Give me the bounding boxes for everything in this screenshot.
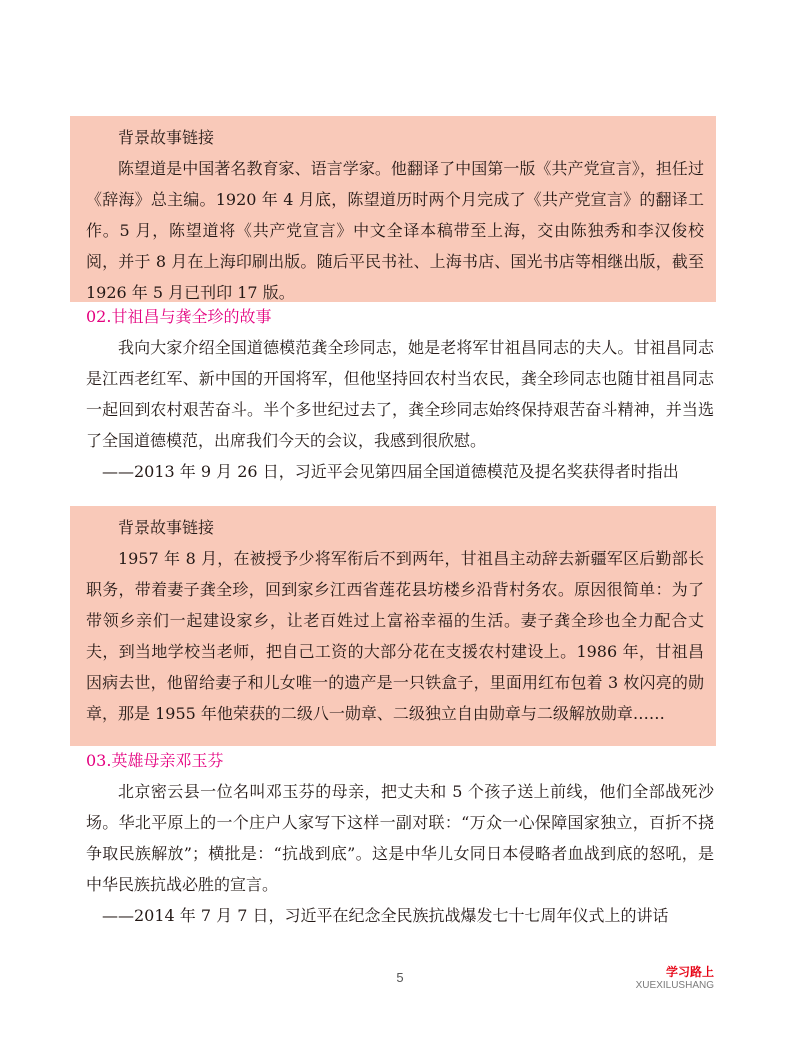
box-title: 背景故事链接 [118, 518, 215, 537]
section-heading: 03.英雄母亲邓玉芬 [86, 751, 224, 770]
section-paragraph: 北京密云县一位名叫邓玉芬的母亲，把丈夫和 5 个孩子送上前线，他们全部战死沙场。华北平原上的一个庄户人家写下这样一副对联：“万众一心保障国家独立，百折不挠争取民族解放”；横批是：“抗战到底”。这是中华儿女同日本侵略者血战到底的怒吼，是中华民族抗战必胜的宣言。 [86, 782, 714, 894]
section-heading: 02.甘祖昌与龚全珍的故事 [86, 307, 272, 326]
section-03 [86, 746, 714, 931]
brand-name-en: XUEXILUSHANG [635, 980, 714, 991]
page-number: 5 [396, 970, 404, 985]
brand-logo [636, 965, 714, 992]
box-paragraph: 1957 年 8 月，在被授予少将军衔后不到两年，甘祖昌主动辞去新疆军区后勤部长职务，带着妻子龚全珍，回到家乡江西省莲花县坊楼乡沿背村务农。原因很简单：为了带领乡亲们一起建设家乡，让老百姓过上富裕幸福的生活。妻子龚全珍也全力配合丈夫，到当地学校当老师，把自己工资的大部分花在支援农村建设上。1986 年，甘祖昌因病去世，他留给妻子和儿女唯一的遗产是一只铁盒子，里面用红布包着 3 枚闪亮的勋章，那是 1955 年他荣获的二级八一勋章、二级独立自由勋章与二级解放勋章…… [86, 549, 704, 723]
background-story-box-1 [70, 116, 716, 302]
box-paragraph: 陈望道是中国著名教育家、语言学家。他翻译了中国第一版《共产党宣言》，担任过《辞海》总主编。1920 年 4 月底，陈望道历时两个月完成了《共产党宣言》的翻译工作。5 月，陈望道将《共产党宣言》中文全译本稿带至上海，交由陈独秀和李汉俊校阅，并于 8 月在上海印刷出版。随后平民书社、上海书店、国光书店等相继出版，截至 1926 年 5 月已刊印 17 版。 [86, 159, 704, 302]
box-title: 背景故事链接 [118, 128, 215, 147]
section-02 [86, 302, 714, 487]
source-citation: ——2013 年 9 月 26 日，习近平会见第四届全国道德模范及提名奖获得者时指出 [102, 462, 679, 481]
brand-name-cn: 学习路上 [665, 965, 714, 979]
background-story-box-2 [70, 506, 716, 746]
section-paragraph: 我向大家介绍全国道德模范龚全珍同志，她是老将军甘祖昌同志的夫人。甘祖昌同志是江西老红军、新中国的开国将军，但他坚持回农村当农民，龚全珍同志也随甘祖昌同志一起回到农村艰苦奋斗。半个多世纪过去了，龚全珍同志始终保持艰苦奋斗精神，并当选了全国道德模范，出席我们今天的会议，我感到很欣慰。 [86, 338, 714, 450]
source-citation: ——2014 年 7 月 7 日，习近平在纪念全民族抗战爆发七十七周年仪式上的讲话 [102, 906, 669, 925]
